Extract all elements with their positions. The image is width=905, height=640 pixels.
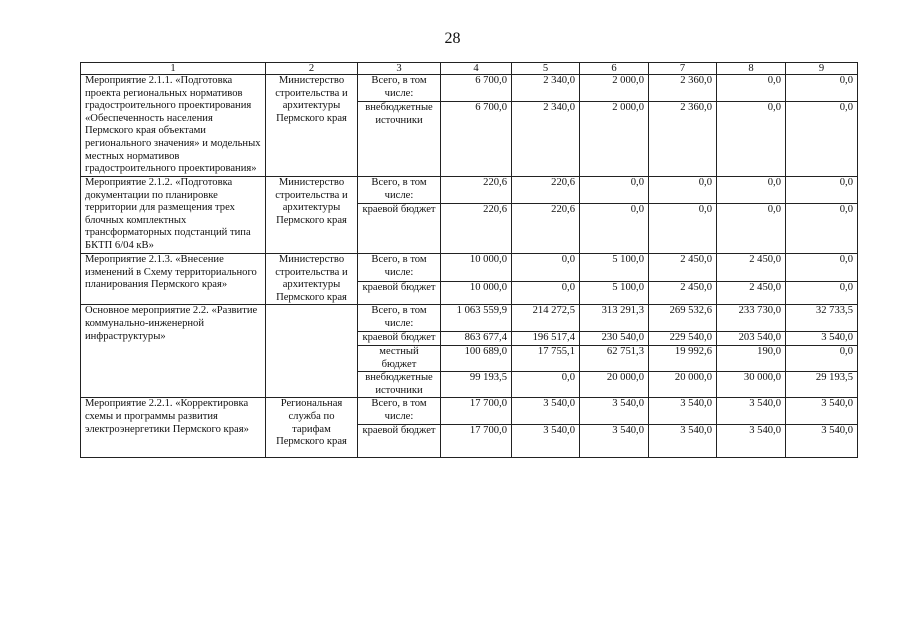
column-header-2: 2 (266, 63, 358, 75)
amount-col-6: 0,0 (580, 204, 649, 254)
amount-col-7: 2 450,0 (649, 281, 717, 305)
amount-col-7: 2 360,0 (649, 102, 717, 177)
activity-name: Мероприятие 2.2.1. «Корректировка схемы и программы развития электроэнергетики Пермского края» (81, 398, 266, 458)
amount-col-6: 0,0 (580, 177, 649, 204)
amount-col-7: 269 532,6 (649, 305, 717, 332)
amount-col-9: 3 540,0 (786, 332, 858, 346)
table-row (81, 254, 858, 282)
column-header-4: 4 (441, 63, 512, 75)
executor: Министерство строительства и архитектуры Пермского края (266, 75, 358, 177)
column-header-9: 9 (786, 63, 858, 75)
column-header-3: 3 (358, 63, 441, 75)
amount-col-7: 19 992,6 (649, 345, 717, 371)
amount-col-8: 3 540,0 (717, 425, 786, 458)
amount-col-4: 17 700,0 (441, 425, 512, 458)
amount-col-4: 99 193,5 (441, 372, 512, 398)
amount-col-7: 0,0 (649, 204, 717, 254)
amount-col-8: 2 450,0 (717, 254, 786, 282)
amount-col-8: 190,0 (717, 345, 786, 371)
amount-col-5: 214 272,5 (512, 305, 580, 332)
executor (266, 305, 358, 398)
funding-source: краевой бюджет (358, 204, 441, 254)
amount-col-6: 62 751,3 (580, 345, 649, 371)
amount-col-5: 2 340,0 (512, 75, 580, 102)
table-row (81, 177, 858, 204)
amount-col-8: 3 540,0 (717, 398, 786, 425)
budget-table (80, 62, 858, 458)
amount-col-4: 10 000,0 (441, 281, 512, 305)
table-row (81, 305, 858, 332)
amount-col-6: 5 100,0 (580, 254, 649, 282)
column-header-8: 8 (717, 63, 786, 75)
amount-col-4: 1 063 559,9 (441, 305, 512, 332)
amount-col-5: 196 517,4 (512, 332, 580, 346)
amount-col-4: 100 689,0 (441, 345, 512, 371)
amount-col-8: 0,0 (717, 75, 786, 102)
executor: Региональная служба по тарифам Пермского края (266, 398, 358, 458)
amount-col-7: 3 540,0 (649, 425, 717, 458)
activity-name: Мероприятие 2.1.2. «Подготовка документации по планировке территории для размещения трех блочных комплектных трансформаторных подстанций типа БКТП 6/04 кВ» (81, 177, 266, 254)
amount-col-5: 17 755,1 (512, 345, 580, 371)
amount-col-8: 0,0 (717, 177, 786, 204)
table-row (81, 75, 858, 102)
amount-col-4: 220,6 (441, 204, 512, 254)
amount-col-5: 3 540,0 (512, 398, 580, 425)
amount-col-6: 2 000,0 (580, 102, 649, 177)
funding-source: Всего, в том числе: (358, 177, 441, 204)
header-row (81, 63, 858, 75)
amount-col-8: 30 000,0 (717, 372, 786, 398)
amount-col-9: 0,0 (786, 345, 858, 371)
amount-col-9: 0,0 (786, 281, 858, 305)
amount-col-4: 17 700,0 (441, 398, 512, 425)
amount-col-9: 32 733,5 (786, 305, 858, 332)
amount-col-8: 203 540,0 (717, 332, 786, 346)
amount-col-5: 220,6 (512, 177, 580, 204)
amount-col-5: 2 340,0 (512, 102, 580, 177)
amount-col-9: 0,0 (786, 254, 858, 282)
amount-col-4: 220,6 (441, 177, 512, 204)
column-header-5: 5 (512, 63, 580, 75)
funding-source: внебюджетные источники (358, 372, 441, 398)
funding-source: краевой бюджет (358, 281, 441, 305)
amount-col-7: 0,0 (649, 177, 717, 204)
column-header-7: 7 (649, 63, 717, 75)
amount-col-7: 2 360,0 (649, 75, 717, 102)
amount-col-4: 6 700,0 (441, 102, 512, 177)
column-header-1: 1 (81, 63, 266, 75)
amount-col-7: 3 540,0 (649, 398, 717, 425)
activity-name: Мероприятие 2.1.3. «Внесение изменений в Схему территориального планирования Пермского края» (81, 254, 266, 305)
amount-col-4: 10 000,0 (441, 254, 512, 282)
amount-col-7: 20 000,0 (649, 372, 717, 398)
amount-col-4: 6 700,0 (441, 75, 512, 102)
amount-col-6: 230 540,0 (580, 332, 649, 346)
funding-source: внебюджетные источники (358, 102, 441, 177)
amount-col-9: 0,0 (786, 75, 858, 102)
amount-col-6: 3 540,0 (580, 398, 649, 425)
amount-col-6: 3 540,0 (580, 425, 649, 458)
amount-col-9: 0,0 (786, 102, 858, 177)
funding-source: Всего, в том числе: (358, 398, 441, 425)
amount-col-4: 863 677,4 (441, 332, 512, 346)
column-header-6: 6 (580, 63, 649, 75)
amount-col-7: 229 540,0 (649, 332, 717, 346)
amount-col-9: 3 540,0 (786, 398, 858, 425)
amount-col-8: 233 730,0 (717, 305, 786, 332)
funding-source: Всего, в том числе: (358, 305, 441, 332)
amount-col-5: 3 540,0 (512, 425, 580, 458)
funding-source: краевой бюджет (358, 425, 441, 458)
amount-col-5: 0,0 (512, 281, 580, 305)
amount-col-5: 0,0 (512, 254, 580, 282)
activity-name: Основное мероприятие 2.2. «Развитие коммунально-инженерной инфраструктуры» (81, 305, 266, 398)
funding-source: краевой бюджет (358, 332, 441, 346)
amount-col-9: 3 540,0 (786, 425, 858, 458)
amount-col-9: 0,0 (786, 177, 858, 204)
amount-col-5: 220,6 (512, 204, 580, 254)
funding-source: Всего, в том числе: (358, 254, 441, 282)
amount-col-8: 0,0 (717, 102, 786, 177)
table-body (81, 75, 858, 458)
amount-col-9: 29 193,5 (786, 372, 858, 398)
amount-col-8: 2 450,0 (717, 281, 786, 305)
amount-col-8: 0,0 (717, 204, 786, 254)
table-row (81, 398, 858, 425)
activity-name: Мероприятие 2.1.1. «Подготовка проекта региональных нормативов градостроительного проектирования «Обеспеченность населения Пермского края объектами регионального значения» и модельных местных нормативов градостроительного проектирования» (81, 75, 266, 177)
executor: Министерство строительства и архитектуры Пермского края (266, 254, 358, 305)
amount-col-7: 2 450,0 (649, 254, 717, 282)
page-number: 28 (444, 30, 461, 47)
amount-col-6: 2 000,0 (580, 75, 649, 102)
amount-col-9: 0,0 (786, 204, 858, 254)
amount-col-6: 20 000,0 (580, 372, 649, 398)
executor: Министерство строительства и архитектуры Пермского края (266, 177, 358, 254)
table-header (81, 63, 858, 75)
amount-col-6: 5 100,0 (580, 281, 649, 305)
amount-col-6: 313 291,3 (580, 305, 649, 332)
funding-source: Всего, в том числе: (358, 75, 441, 102)
amount-col-5: 0,0 (512, 372, 580, 398)
funding-source: местный бюджет (358, 345, 441, 371)
